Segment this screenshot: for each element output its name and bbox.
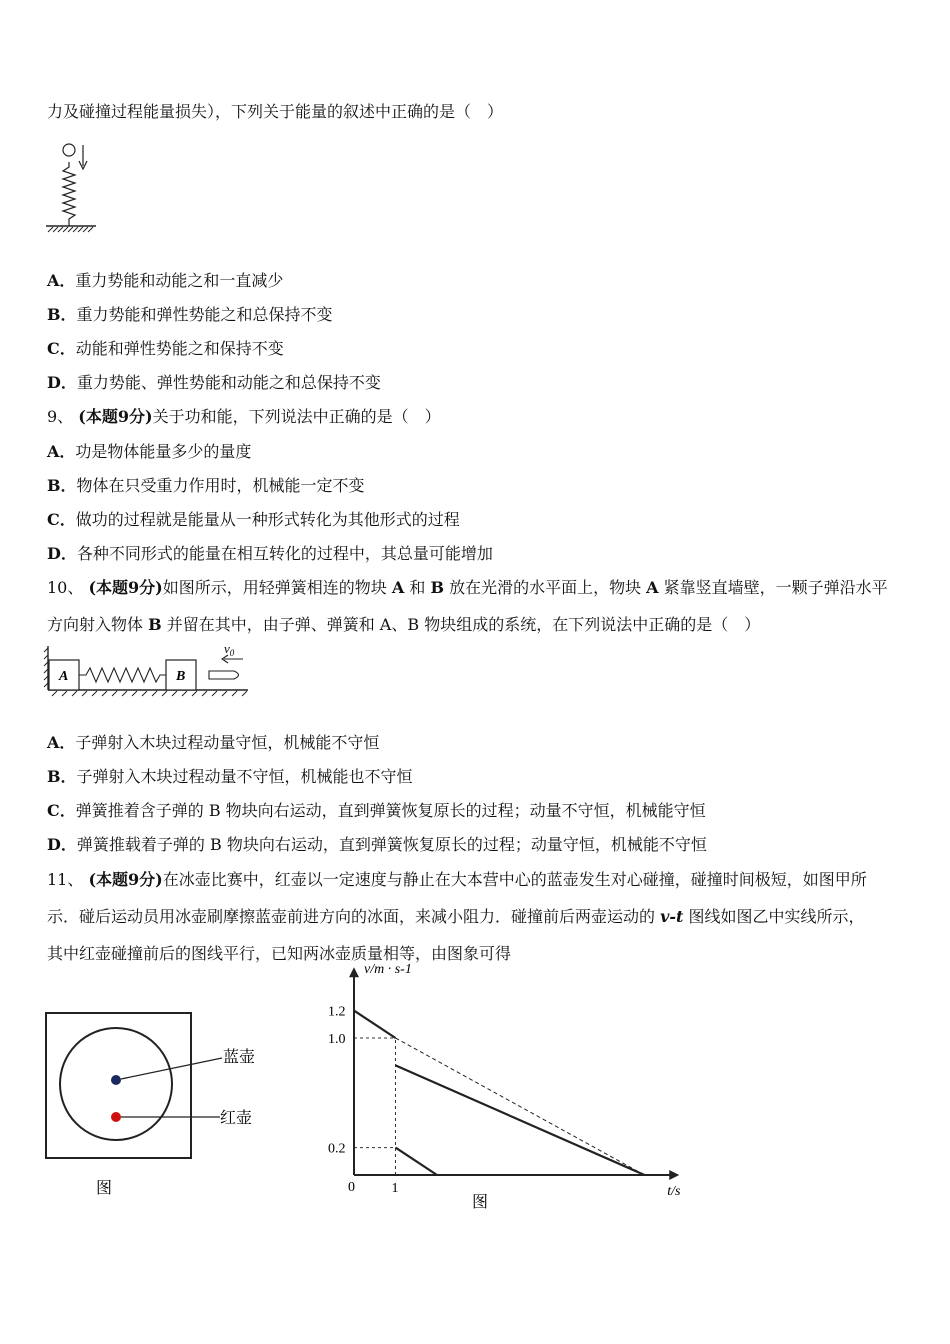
q11-stem-line3: 其中红壶碰撞前后的图线平行，已知两冰壶质量相等，由图象可得	[47, 944, 512, 963]
vt-chart	[310, 962, 681, 1220]
q10-stem-line1: 10、 (本题9分)如图所示，用轻弹簧相连的物块 A 和 B 放在光滑的水平面上，物块 A 紧靠竖直墙壁，一颗子弹沿水平	[47, 578, 888, 597]
q8-option-c[interactable]: C．动能和弹性势能之和保持不变	[47, 339, 284, 358]
q9-option-b[interactable]: B．物体在只受重力作用时，机械能一定不变	[47, 476, 365, 495]
spring-ball-figure	[44, 140, 100, 236]
red-stone	[111, 1112, 121, 1122]
q8-option-a[interactable]: A．重力势能和动能之和一直减少	[47, 271, 284, 290]
house-square	[46, 1013, 191, 1158]
q11-stem-line1: 11、 (本题9分)在冰壶比赛中，红壶以一定速度与静止在大本营中心的蓝壶发生对心碰撞，碰撞时间极短，如图甲所	[47, 870, 867, 889]
q11-stem-line2: 示．碰后运动员用冰壶刷摩擦蓝壶前进方向的冰面，来减小阻力．碰撞前后两壶运动的 v-t 图线如图乙中实线所示，	[47, 907, 865, 926]
block-a-label: A	[59, 669, 69, 684]
x-tick-label-0: 1	[391, 1181, 399, 1196]
q8-option-b[interactable]: B．重力势能和弹性势能之和总保持不变	[47, 305, 333, 324]
figure-right-caption: 图	[472, 1194, 489, 1211]
y-axis-arrow	[349, 967, 359, 977]
q10-option-a[interactable]: A．子弹射入木块过程动量守恒，机械能不守恒	[47, 733, 380, 752]
q10-option-d[interactable]: D．弹簧推载着子弹的 B 物块向右运动，直到弹簧恢复原长的过程；动量守恒，机械能不守恒	[47, 835, 707, 854]
spring	[63, 162, 75, 226]
q9-option-d[interactable]: D．各种不同形式的能量在相互转化的过程中，其总量可能增加	[47, 544, 493, 563]
y-tick-label-1: 1.0	[328, 1032, 346, 1047]
block-b-label: B	[176, 669, 186, 684]
spring	[79, 668, 166, 682]
spring-blocks-figure	[44, 642, 254, 700]
x-axis-label: t/s	[667, 1184, 681, 1199]
y-tick-label-2: 0.2	[328, 1141, 346, 1157]
y-axis-label: v/m · s-1	[364, 962, 412, 978]
y-tick-label-0: 1.2	[328, 1004, 346, 1020]
series-line-2	[396, 1148, 438, 1175]
ball	[63, 144, 75, 156]
q10-option-c[interactable]: C．弹簧推着含子弹的 B 物块向右运动，直到弹簧恢复原长的过程；动量不守恒，机械能守恒	[47, 801, 706, 820]
figure-left-caption: 图	[96, 1180, 113, 1197]
series-line-3	[396, 1038, 645, 1175]
x-axis-arrow	[669, 1170, 679, 1180]
q9-option-a[interactable]: A．功是物体能量多少的量度	[47, 442, 252, 461]
blue-stone	[111, 1075, 121, 1085]
curling-house-figure	[44, 1010, 274, 1210]
blue-stone-label: 蓝壶	[223, 1049, 256, 1066]
series-line-1	[396, 1065, 645, 1175]
series-line-0	[354, 1011, 396, 1038]
q10-option-b[interactable]: B．子弹射入木块过程动量不守恒，机械能也不守恒	[47, 767, 413, 786]
velocity-label: $v_0$	[224, 641, 235, 658]
red-stone-label: 红壶	[220, 1110, 253, 1127]
q10-stem-line2: 方向射入物体 B 并留在其中，由子弹、弹簧和 A、B 物块组成的系统，在下列说法中正确的是（ ）	[47, 615, 761, 634]
q9-stem: 9、 (本题9分)关于功和能，下列说法中正确的是（ ）	[47, 407, 441, 426]
q9-option-c[interactable]: C．做功的过程就是能量从一种形式转化为其他形式的过程	[47, 510, 460, 529]
origin-label: 0	[348, 1180, 355, 1195]
q8-option-d[interactable]: D．重力势能、弹性势能和动能之和总保持不变	[47, 373, 381, 392]
q8-stem-tail: 力及碰撞过程能量损失），下列关于能量的叙述中正确的是（ ）	[47, 102, 504, 121]
bullet	[209, 671, 239, 679]
